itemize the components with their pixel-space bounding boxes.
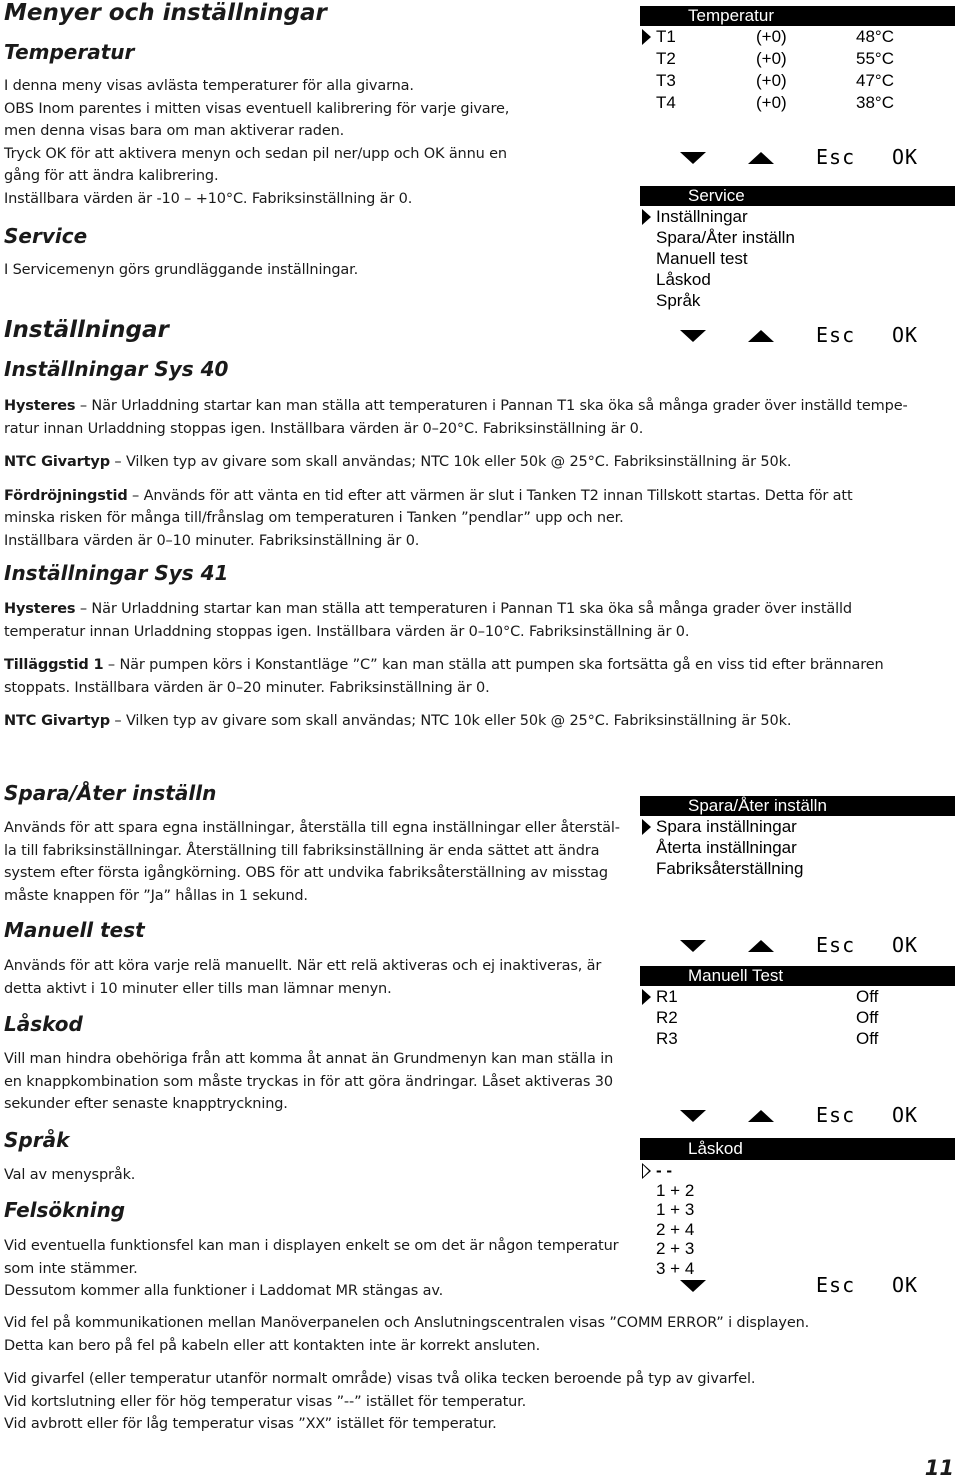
sys41-heading: Inställningar Sys 41 [4, 561, 229, 585]
temperatur-heading: Temperatur [4, 40, 135, 64]
service-heading: Service [4, 224, 88, 248]
lcd-menu-item[interactable] [656, 1160, 672, 1181]
text-line: stoppats. Inställbara värden är 0–20 minuter. Fabriksinställning är 0. [4, 679, 490, 696]
sensor-value: 38°C [856, 93, 894, 112]
sensor-name: T4 [656, 93, 676, 112]
text-line: I denna meny visas avlästa temperaturer för alla givarna. [4, 78, 414, 94]
manuell-text [4, 955, 636, 1000]
text-line: OBS Inom parentes i mitten visas eventuell kalibrering för varje givare, [4, 100, 510, 117]
lcd-menu-item[interactable]: Språk [656, 291, 701, 310]
text-line: system efter första igångkörning. OBS för att undvika fabriksåterställning av misstag [4, 865, 608, 881]
sensor-name: T1 [656, 27, 676, 46]
arrow-up-icon[interactable] [748, 1110, 774, 1122]
relay-name: R1 [656, 987, 678, 1006]
lcd-manuell-screen [640, 966, 955, 1131]
temperatur-text [4, 75, 634, 210]
arrow-down-icon[interactable] [680, 940, 706, 952]
term: Fördröjningstid [4, 487, 128, 504]
text-line: Detta kan bero på fel på kabeln eller att kontakten inte är korrekt ansluten. [4, 1337, 541, 1354]
laskod-text [4, 1048, 636, 1116]
esc-button[interactable]: Esc [816, 1103, 856, 1127]
text-line: temperatur innan Urladdning stoppas igen. Inställbara värden är 0–10°C. Fabriksinställning är 0. [4, 623, 690, 640]
lcd-title: Låskod [640, 1138, 955, 1160]
arrow-down-icon[interactable] [680, 330, 706, 342]
sensor-calibration: (+0) [756, 49, 787, 68]
text-line: men denna visas bara om man aktiverar raden. [4, 123, 345, 139]
lcd-laskod-screen [640, 1138, 955, 1303]
text-line: Används för att spara egna inställningar, återställa till egna inställningar eller återstäl- [4, 820, 620, 836]
lcd-menu-item[interactable]: 3 + 4 [656, 1259, 695, 1278]
term: Tilläggstid 1 [4, 657, 104, 673]
sprak-text: Val av menyspråk. [4, 1167, 136, 1183]
text-line: Vid avbrott eller för låg temperatur visas ”XX” istället för temperatur. [4, 1416, 497, 1432]
text-line: – När pumpen körs i Konstantläge ”C” kan man ställa att pumpen ska fortsätta gå en viss tid efter brännaren [103, 657, 884, 673]
text-line: Inställbara värden är 0–10 minuter. Fabriksinställning är 0. [4, 532, 420, 549]
text-line: som inte stämmer. [4, 1260, 138, 1277]
text-line: gång för att ändra kalibrering. [4, 168, 219, 184]
text-line: Vid fel på kommunikationen mellan Manöverpanelen och Anslutningscentralen visas ”COMM ERROR” i displayen. [4, 1315, 810, 1331]
sys41-text [4, 598, 958, 733]
text-line: sekunder efter senaste knapptryckning. [4, 1096, 288, 1112]
lcd-spara-screen [640, 796, 955, 961]
lcd-title: Service [640, 186, 955, 206]
cursor-icon [642, 989, 651, 1005]
text-line: – Vilken typ av givare som skall användas; NTC 10k eller 50k @ 25°C. Fabriksinställning är 50k. [109, 713, 792, 729]
relay-state: Off [856, 1029, 879, 1048]
lcd-menu-item[interactable]: Spara/Åter inställn [656, 228, 795, 247]
lcd-menu-item[interactable]: Låskod [656, 270, 711, 289]
lcd-nav [640, 323, 955, 348]
text-line: Vid givarfel (eller temperatur utanför normalt område) visas två olika tecken beroende på typ av givarfel. [4, 1371, 756, 1387]
menu-item-label: Inställningar [656, 207, 748, 226]
lcd-menu-item[interactable]: Manuell test [656, 249, 748, 268]
lcd-title: Spara/Åter inställn [640, 796, 955, 816]
lcd-menu-item[interactable]: 2 + 3 [656, 1239, 695, 1258]
sensor-calibration: (+0) [756, 27, 787, 46]
lcd-nav [640, 1273, 955, 1298]
sensor-name: T2 [656, 49, 676, 68]
menu-item-label: - - [656, 1161, 673, 1180]
service-text: I Servicemenyn görs grundläggande inställningar. [4, 262, 359, 278]
text-line: måste knappen för ”Ja” hållas in 1 sekund. [4, 887, 308, 904]
lcd-service-screen [640, 186, 955, 351]
lcd-menu-item[interactable]: Återta inställningar [656, 838, 797, 857]
lcd-menu-item[interactable]: 1 + 3 [656, 1200, 695, 1219]
text-line: – När Urladdning startar kan man ställa att temperaturen i Pannan T1 ska öka så många grader över inställd [75, 601, 852, 617]
cursor-icon [642, 29, 651, 45]
relay-state: Off [856, 987, 879, 1006]
sys40-text [4, 395, 958, 552]
lcd-title: Manuell Test [640, 966, 955, 986]
ok-button[interactable]: OK [892, 1273, 919, 1297]
esc-button[interactable]: Esc [816, 933, 856, 957]
text-line: Dessutom kommer alla funktioner i Laddomat MR stängas av. [4, 1283, 444, 1299]
text-line: ratur innan Urladdning stoppas igen. Inställbara värden är 0–20°C. Fabriksinställning är 0. [4, 420, 644, 437]
term: NTC Givartyp [4, 713, 110, 729]
spara-text [4, 817, 636, 907]
text-line: Vid eventuella funktionsfel kan man i displayen enkelt se om det är någon temperatur [4, 1238, 619, 1254]
ok-button[interactable]: OK [892, 323, 919, 347]
esc-button[interactable]: Esc [816, 323, 856, 347]
lcd-title: Temperatur [640, 6, 955, 26]
esc-button[interactable]: Esc [816, 1273, 856, 1297]
lcd-menu-item[interactable]: Fabriksåterställning [656, 859, 804, 878]
sensor-value: 48°C [856, 27, 894, 46]
text-line: Vill man hindra obehöriga från att komma åt annat än Grundmenyn kan man ställa in [4, 1051, 614, 1067]
term: Hysteres [4, 398, 76, 414]
felsokning-heading: Felsökning [4, 1198, 126, 1222]
term: NTC Givartyp [4, 454, 110, 470]
lcd-row[interactable] [640, 986, 955, 1007]
arrow-down-icon[interactable] [680, 152, 706, 164]
text-line: – Vilken typ av givare som skall användas; NTC 10k eller 50k @ 25°C. Fabriksinställning är 50k. [109, 454, 792, 470]
text-line: – Används för att vänta en tid efter att värmen är slut i Tanken T2 innan Tillskott startas. Detta för att [127, 487, 853, 504]
arrow-up-icon[interactable] [748, 940, 774, 952]
lcd-temperatur-screen [640, 6, 955, 171]
arrow-up-icon[interactable] [748, 152, 774, 164]
relay-state: Off [856, 1008, 879, 1027]
installningar-heading: Inställningar [4, 317, 169, 343]
arrow-down-icon[interactable] [680, 1110, 706, 1122]
page-number: 11 [924, 1456, 954, 1480]
spara-heading: Spara/Åter inställn [4, 781, 217, 805]
lcd-menu-item[interactable] [656, 816, 797, 837]
text-line: detta aktivt i 10 minuter eller tills man lämnar menyn. [4, 980, 392, 997]
manuell-heading: Manuell test [4, 918, 145, 942]
lcd-row[interactable] [640, 1028, 955, 1049]
lcd-nav [640, 1103, 955, 1128]
sensor-calibration: (+0) [756, 71, 787, 90]
lcd-row[interactable] [640, 48, 955, 69]
ok-button[interactable]: OK [892, 933, 919, 957]
lcd-menu-item[interactable] [656, 206, 748, 227]
text-line: Inställbara värden är -10 – +10°C. Fabriksinställning är 0. [4, 190, 413, 207]
felsokning-wide-text [4, 1312, 958, 1436]
text-line: – När Urladdning startar kan man ställa att temperaturen i Pannan T1 ska öka så många grader över inställd tempe- [75, 398, 908, 414]
lcd-nav [640, 933, 955, 958]
sys40-heading: Inställningar Sys 40 [4, 357, 229, 381]
lcd-row[interactable] [640, 1007, 955, 1028]
text-line: en knappkombination som måste tryckas in för att göra ändringar. Låset aktiveras 30 [4, 1073, 613, 1090]
text-line: Används för att köra varje relä manuellt. När ett relä aktiveras och ej inaktiveras, är [4, 958, 602, 974]
lcd-row[interactable] [640, 70, 955, 91]
text-line: Vid kortslutning eller för hög temperatur visas ”--” istället för temperatur. [4, 1393, 527, 1410]
cursor-outline-icon [642, 1163, 651, 1179]
sprak-heading: Språk [4, 1128, 70, 1152]
term: Hysteres [4, 601, 76, 617]
lcd-row[interactable] [640, 92, 955, 113]
arrow-down-icon[interactable] [680, 1280, 706, 1292]
felsokning-text [4, 1235, 636, 1303]
lcd-row[interactable] [640, 26, 955, 47]
sensor-name: T3 [656, 71, 676, 90]
text-line: Tryck OK för att aktivera menyn och sedan pil ner/upp och OK ännu en [4, 145, 507, 162]
text-line: la till fabriksinställningar. Återställning till fabriksinställning är enda sättet att ändra [4, 842, 600, 859]
cursor-icon [642, 819, 651, 835]
arrow-up-icon[interactable] [748, 330, 774, 342]
lcd-menu-item[interactable]: 2 + 4 [656, 1220, 695, 1239]
menu-item-label: Spara inställningar [656, 817, 797, 836]
esc-button[interactable]: Esc [816, 145, 856, 169]
relay-name: R3 [656, 1029, 678, 1048]
ok-button[interactable]: OK [892, 1103, 919, 1127]
cursor-icon [642, 209, 651, 225]
lcd-nav [640, 145, 955, 170]
ok-button[interactable]: OK [892, 145, 919, 169]
sensor-value: 55°C [856, 49, 894, 68]
text-line: minska risken för många till/frånslag om temperaturen i Tanken ”pendlar” upp och ner. [4, 510, 624, 526]
sensor-calibration: (+0) [756, 93, 787, 112]
relay-name: R2 [656, 1008, 678, 1027]
laskod-heading: Låskod [4, 1012, 83, 1036]
sensor-value: 47°C [856, 71, 894, 90]
page-title: Menyer och inställningar [4, 0, 327, 26]
lcd-menu-item[interactable]: 1 + 2 [656, 1181, 695, 1200]
